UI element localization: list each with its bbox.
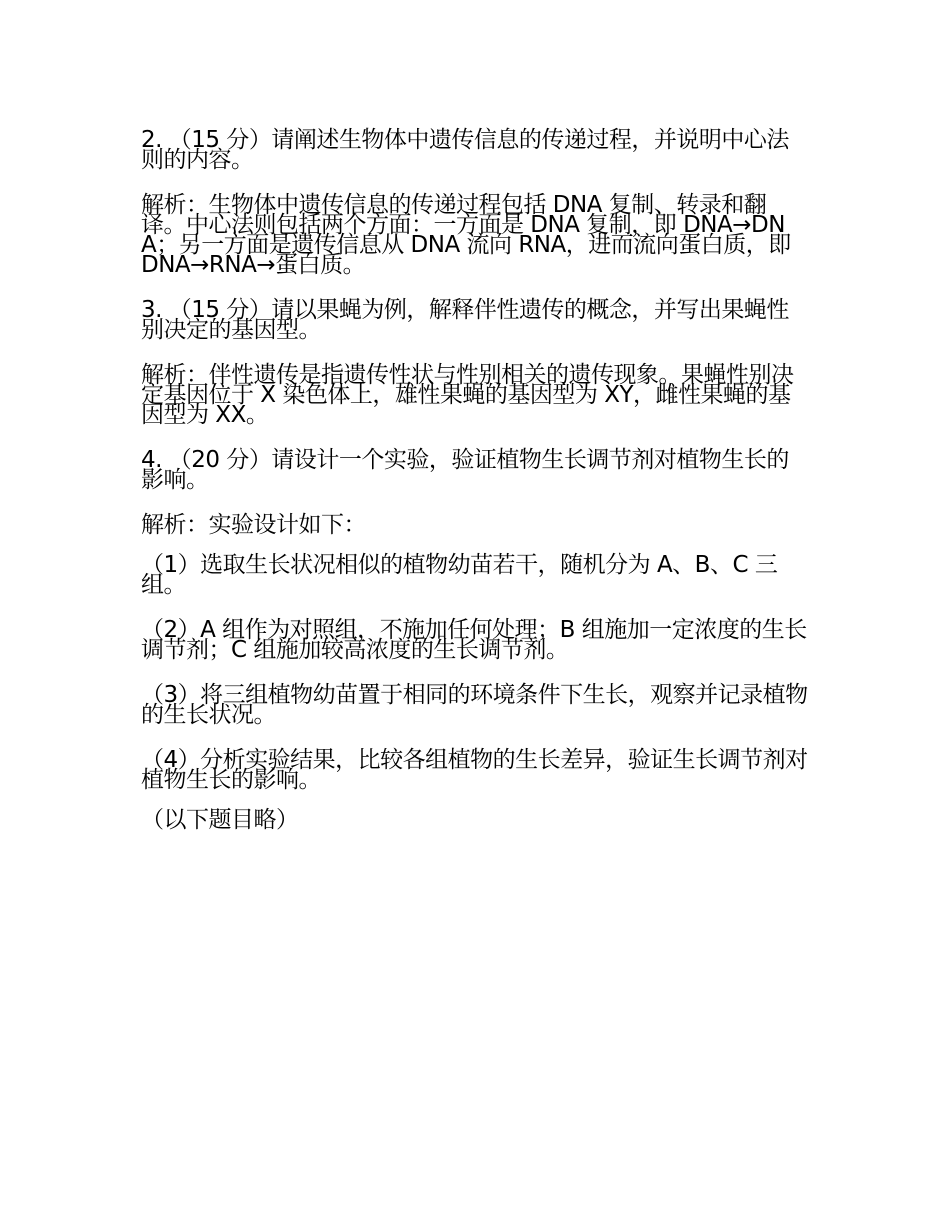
answer-4-step-2: （2）A 组作为对照组，不施加任何处理；B 组施加一定浓度的生长调节剂；C 组施加较高浓度的生长调节剂。	[141, 617, 807, 663]
question-3: 3. （15 分）请以果蝇为例，解释伴性遗传的概念，并写出果蝇性别决定的基因型。	[141, 297, 789, 343]
answer-4-intro: 解析：实验设计如下：	[141, 512, 366, 538]
answer-4-step-4: （4）分析实验结果，比较各组植物的生长差异，验证生长调节剂对植物生长的影响。	[141, 747, 808, 793]
omitted-note: （以下题目略）	[141, 807, 299, 833]
question-4: 4. （20 分）请设计一个实验，验证植物生长调节剂对植物生长的影响。	[141, 447, 789, 493]
question-2: 2. （15 分）请阐述生物体中遗传信息的传递过程，并说明中心法则的内容。	[141, 127, 789, 173]
answer-4-step-3: （3）将三组植物幼苗置于相同的环境条件下生长，观察并记录植物的生长状况。	[141, 682, 808, 728]
answer-4-step-1: （1）选取生长状况相似的植物幼苗若干，随机分为 A、B、C 三组。	[141, 552, 778, 598]
answer-2: 解析：生物体中遗传信息的传递过程包括 DNA 复制、转录和翻译。中心法则包括两个方面：一方面是 DNA 复制，即 DNA→DNA；另一方面是遗传信息从 DNA 流向 RNA，进而流向蛋白质，即 DNA→RNA→蛋白质。	[141, 192, 798, 278]
document-body	[141, 127, 811, 855]
answer-3: 解析：伴性遗传是指遗传性状与性别相关的遗传现象。果蝇性别决定基因位于 X 染色体上，雄性果蝇的基因型为 XY，雌性果蝇的基因型为 XX。	[141, 362, 794, 428]
